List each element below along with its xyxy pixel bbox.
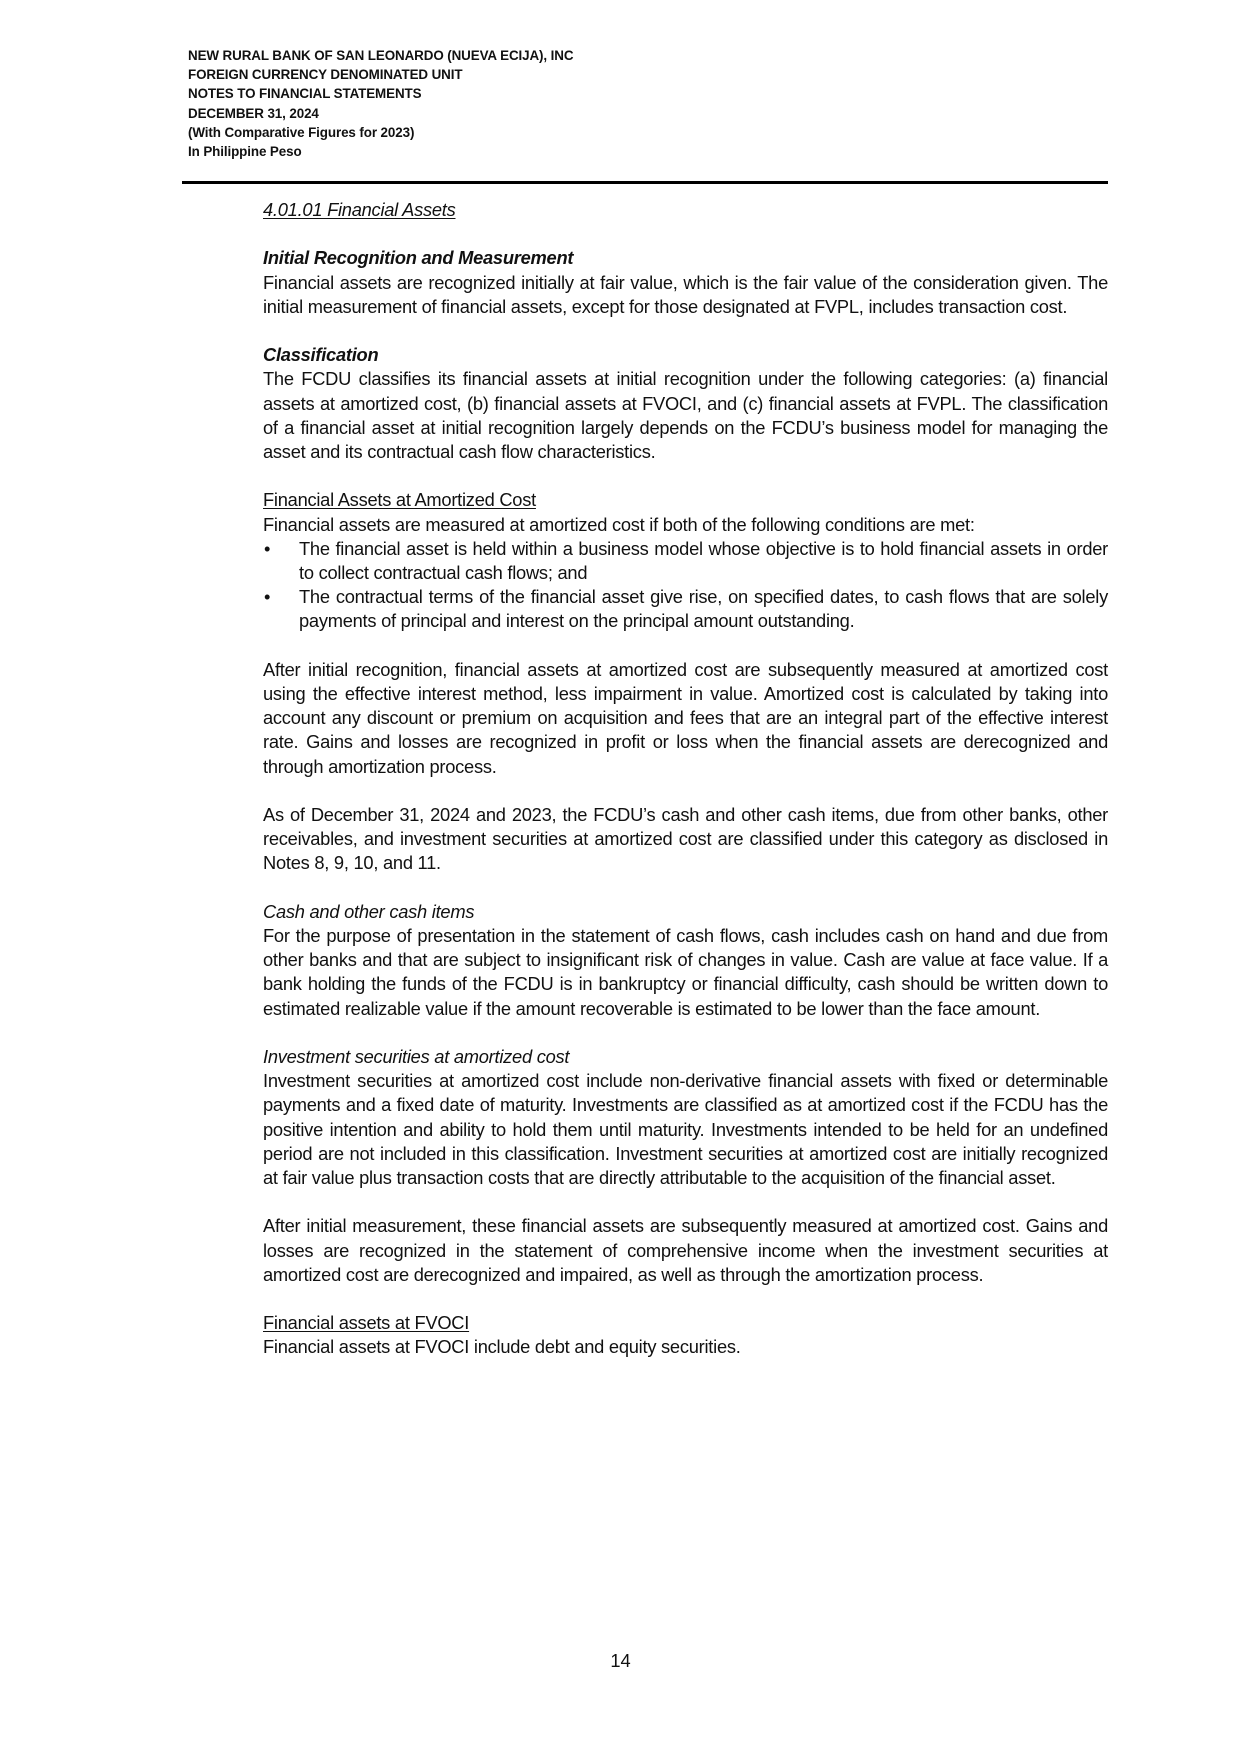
amortized-cost-classified-paragraph: As of December 31, 2024 and 2023, the FCDU’s cash and other cash items, due from other banks, other receivables, and investment securities at amortized cost are classified under this category as disclosed in Notes 8, 9, 10, and 11. [263, 804, 1108, 874]
spacer [263, 1021, 1108, 1045]
fvoci-body: Financial assets at FVOCI include debt and equity securities. [263, 1336, 741, 1358]
spacer [263, 1190, 1108, 1214]
header-statement-type: NOTES TO FINANCIAL STATEMENTS [188, 86, 422, 102]
investment-securities-heading: Investment securities at amortized cost [263, 1046, 570, 1067]
spacer [263, 319, 1108, 343]
amortized-cost-subsequent-paragraph: After initial recognition, financial assets at amortized cost are subsequently measured at amortized cost using the effective interest method, less impairment in value. Amortized cost is calculated by taking into account any discount or premium on acquisition and fees that are an integral part of the effective interest rate. Gains and losses are recognized in profit or loss when the financial assets are derecognized and through amortization process. [263, 658, 1108, 777]
list-item [263, 585, 1108, 633]
classification-heading: Classification [263, 344, 379, 366]
header-date: DECEMBER 31, 2024 [188, 105, 319, 121]
list-item-text: The financial asset is held within a business model whose objective is to hold financial assets in order to collect contractual cash flows; and [299, 537, 1108, 583]
list-item-text: The contractual terms of the financial asset give rise, on specified dates, to cash flows that are solely payments of principal and interest on the principal amount outstanding. [299, 586, 1108, 632]
bullet-icon: • [264, 537, 271, 559]
cash-items-body: For the purpose of presentation in the statement of cash flows, cash includes cash on hand and due from other banks and that are subject to insignificant risk of changes in value. Cash are value at face value. If a bank holding the funds of the FCDU is in bankruptcy or financial difficulty, cash should be written down to estimated realizable value if the amount recoverable is estimated to be lower than the face amount. [263, 925, 1108, 1019]
investment-securities-subsequent-paragraph: After initial measurement, these financial assets are subsequently measured at amortized cost. Gains and losses are recognized in the statement of comprehensive income when the investment securities at amortized cost are derecognized and impaired, as well as through the amortization process. [263, 1215, 1108, 1285]
investment-securities-body: Investment securities at amortized cost include non-derivative financial assets with fixed or determinable payments and a fixed date of maturity. Investments are classified as at amortized cost if the FCDU has the positive intention and ability to hold them until maturity. Investments intended to be held for an undefined period are not included in this classification. Investment securities at amortized cost are initially recognized at fair value plus transaction costs that are directly attributable to the acquisition of the financial asset. [263, 1070, 1108, 1189]
amortized-cost-intro: Financial assets are measured at amortized cost if both of the following conditions are met: [263, 513, 975, 535]
header-comparative: (With Comparative Figures for 2023) [188, 124, 415, 140]
header-divider [182, 181, 1108, 184]
amortized-cost-heading: Financial Assets at Amortized Cost [263, 489, 536, 511]
header-currency: In Philippine Peso [188, 144, 302, 160]
header-company-name: NEW RURAL BANK OF SAN LEONARDO (NUEVA ECIJA), INC [188, 48, 574, 63]
document-header [188, 46, 573, 161]
spacer [263, 634, 1108, 658]
classification-body: The FCDU classifies its financial assets at initial recognition under the following categories: (a) financial assets at amortized cost, (b) financial assets at FVOCI, and (c) financial assets at FVPL. The classification of a financial asset at initial recognition largely depends on the FCDU’s business model for managing the asset and its contractual cash flow characteristics. [263, 368, 1108, 462]
document-body [263, 198, 1108, 1360]
amortized-cost-conditions [263, 537, 1108, 634]
spacer [263, 1287, 1108, 1311]
spacer [263, 876, 1108, 900]
fvoci-heading: Financial assets at FVOCI [263, 1312, 470, 1334]
spacer [263, 222, 1108, 246]
section-title: 4.01.01 Financial Assets [263, 199, 456, 220]
spacer [263, 779, 1108, 803]
initial-recognition-heading: Initial Recognition and Measurement [263, 247, 574, 269]
bullet-icon: • [264, 586, 271, 608]
page-number: 14 [610, 1650, 631, 1671]
header-unit: FOREIGN CURRENCY DENOMINATED UNIT [188, 67, 463, 83]
list-item [263, 537, 1108, 585]
spacer [263, 464, 1108, 488]
initial-recognition-body: Financial assets are recognized initially at fair value, which is the fair value of the consideration given. The initial measurement of financial assets, except for those designated at FVPL, includes transaction cost. [263, 271, 1108, 317]
cash-items-heading: Cash and other cash items [263, 900, 475, 922]
